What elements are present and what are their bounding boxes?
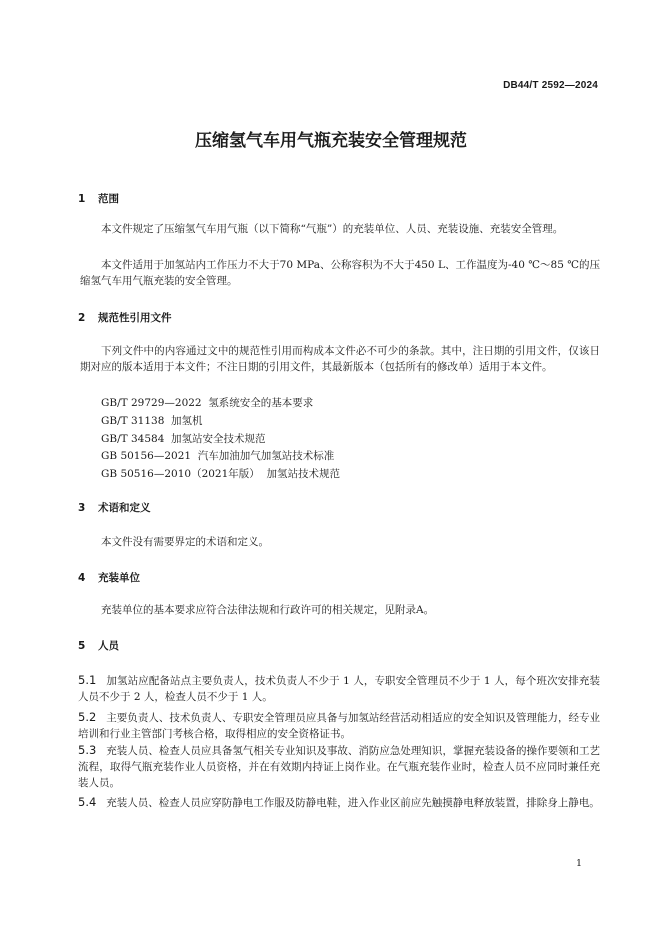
paragraph: 下列文件中的内容通过文中的规范性引用而构成本文件必不可少的条款。其中，注日期的引用文件，仅该日期对应的版本适用于本文件；不注日期的引用文件，其最新版本（包括所有的修改单）适用于本文件。 <box>80 345 600 373</box>
reference-item: GB/T 29729—2022 氢系统安全的基本要求 <box>101 397 314 409</box>
reference-item: GB/T 31138 加氢机 <box>101 415 203 427</box>
document-title: 压缩氢气车用气瓶充装安全管理规范 <box>195 131 467 151</box>
clause-5-1 <box>78 672 600 705</box>
section-number: 5 <box>78 640 86 652</box>
paragraph: 本文件规定了压缩氢气车用气瓶（以下简称“气瓶”）的充装单位、人员、充装设施、充装安全管理。 <box>101 223 564 235</box>
clause-text: 充装人员、检查人员应具备氢气相关专业知识及事故、消防应急处理知识，掌握充装设备的操作要领和工艺流程，取得气瓶充装作业人员资格，并在有效期内持证上岗作业。在气瓶充装作业时，检查人员不应同时兼任充装人员。 <box>78 745 600 789</box>
section-number: 3 <box>78 502 86 514</box>
section-heading-1 <box>78 191 119 206</box>
section-number: 2 <box>78 312 86 324</box>
clause-number: 5.2 <box>78 710 97 724</box>
paragraph: 本文件适用于加氢站内工作压力不大于70 MPa、公称容积为不大于450 L、工作温度为-40 ℃～85 ℃的压缩氢气车用气瓶充装的安全管理。 <box>80 259 600 287</box>
section-heading-5 <box>78 638 119 653</box>
section-heading-4 <box>78 570 140 585</box>
section-title: 规范性引用文件 <box>98 312 172 324</box>
standard-code: DB44/T 2592—2024 <box>503 80 598 91</box>
reference-item: GB 50516—2010（2021年版） 加氢站技术规范 <box>101 468 340 480</box>
section-heading-3 <box>78 500 151 515</box>
clause-5-3 <box>78 742 600 791</box>
clause-text: 充装人员、检查人员应穿防静电工作服及防静电鞋，进入作业区前应先触摸静电释放装置，排除身上静电。 <box>106 797 600 809</box>
clause-5-4 <box>78 794 600 811</box>
clause-5-2 <box>78 709 600 742</box>
clause-number: 5.4 <box>78 795 97 809</box>
reference-item: GB 50156—2021 汽车加油加气加氢站技术标准 <box>101 450 335 462</box>
paragraph: 充装单位的基本要求应符合法律法规和行政许可的相关规定，见附录A。 <box>101 604 435 616</box>
section-number: 1 <box>78 193 86 205</box>
clause-text: 主要负责人、技术负责人、专职安全管理员应具备与加氢站经营活动相适应的安全知识及管理能力，经专业培训和行业主管部门考核合格，取得相应的安全资格证书。 <box>78 712 600 740</box>
section-title: 范围 <box>98 193 119 205</box>
page-number: 1 <box>575 858 582 869</box>
section-title: 充装单位 <box>98 572 140 584</box>
clause-number: 5.3 <box>78 743 97 757</box>
section-number: 4 <box>78 572 86 584</box>
section-title: 术语和定义 <box>98 502 151 514</box>
clause-text: 加氢站应配备站点主要负责人，技术负责人不少于 1 人，专职安全管理员不少于 1 人，每个班次安排充装人员不少于 2 人，检查人员不少于 1 人。 <box>78 675 600 703</box>
section-heading-2 <box>78 310 172 325</box>
reference-item: GB/T 34584 加氢站安全技术规范 <box>101 433 266 445</box>
section-title: 人员 <box>98 640 119 652</box>
paragraph: 本文件没有需要界定的术语和定义。 <box>101 536 269 548</box>
clause-number: 5.1 <box>78 673 97 687</box>
